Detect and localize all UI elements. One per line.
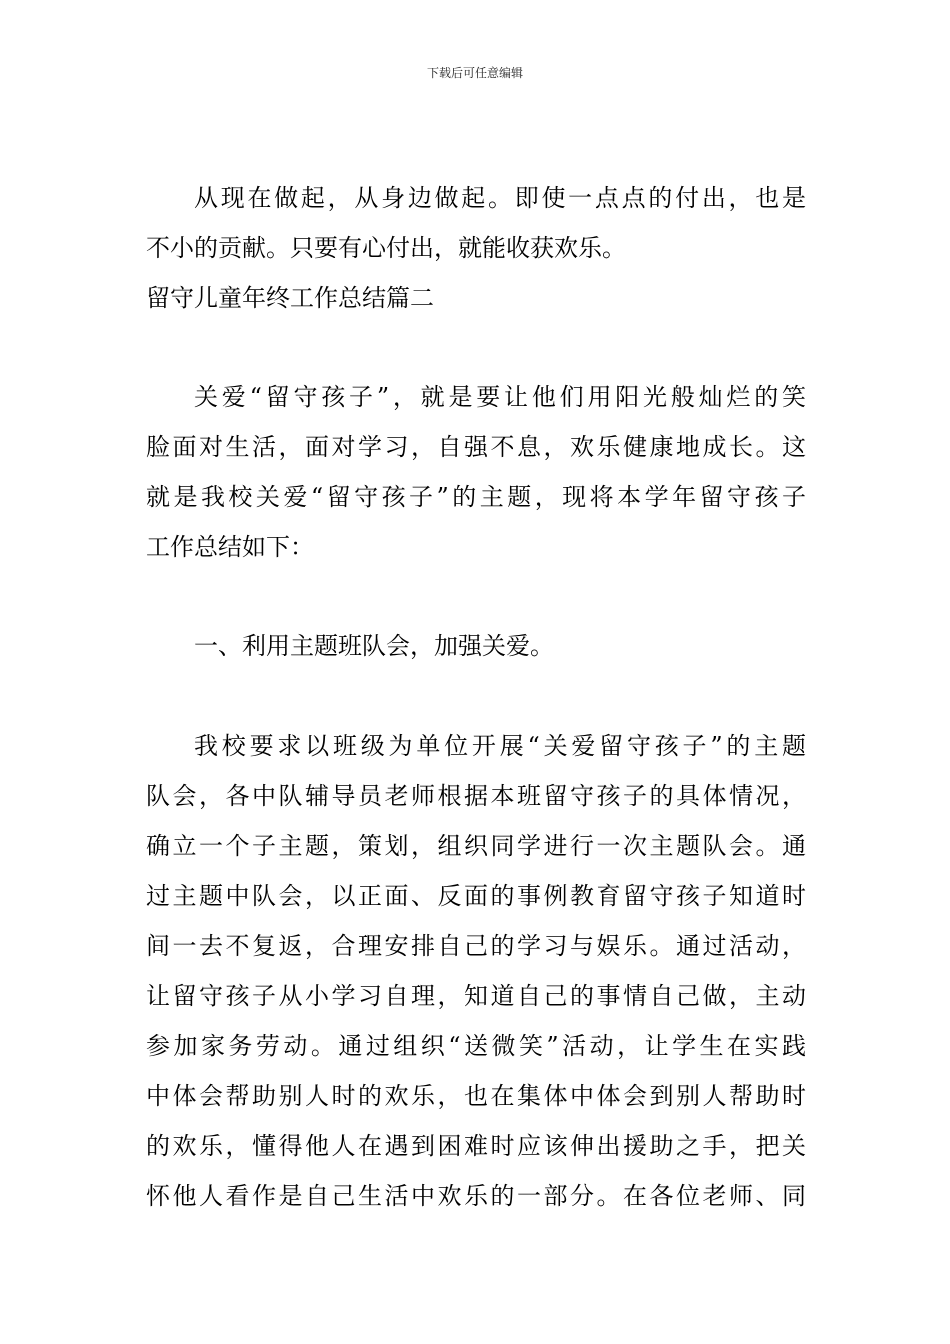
paragraph-line: 参加家务劳动。通过组织“送微笑”活动，让学生在实践 xyxy=(146,1032,806,1060)
paragraph-line: 过主题中队会，以正面、反面的事例教育留守孩子知道时 xyxy=(146,882,806,910)
page-header: 下载后可任意编辑 xyxy=(426,66,523,80)
paragraph-line: 怀他人看作是自己生活中欢乐的一部分。在各位老师、同 xyxy=(146,1182,806,1210)
section-title: 一、利用主题班队会，加强关爱。 xyxy=(194,632,554,660)
paragraph-line: 从现在做起，从身边做起。即使一点点的付出，也是 xyxy=(194,184,806,212)
section-heading: 留守儿童年终工作总结篇二 xyxy=(146,284,434,312)
paragraph-line: 不小的贡献。只要有心付出，就能收获欢乐。 xyxy=(146,234,626,262)
paragraph-line: 工作总结如下： xyxy=(146,533,314,561)
paragraph-line: 间一去不复返，合理安排自己的学习与娱乐。通过活动， xyxy=(146,932,806,960)
paragraph-line: 关爱“留守孩子”，就是要让他们用阳光般灿烂的笑 xyxy=(194,383,806,411)
paragraph-line: 我校要求以班级为单位开展“关爱留守孩子”的主题 xyxy=(194,732,806,760)
paragraph-line: 中体会帮助别人时的欢乐，也在集体中体会到别人帮助时 xyxy=(146,1082,806,1110)
paragraph-line: 脸面对生活，面对学习，自强不息，欢乐健康地成长。这 xyxy=(146,433,806,461)
paragraph-line: 队会，各中队辅导员老师根据本班留守孩子的具体情况， xyxy=(146,782,806,810)
paragraph-line: 就是我校关爱“留守孩子”的主题，现将本学年留守孩子 xyxy=(146,483,806,511)
paragraph-line: 的欢乐，懂得他人在遇到困难时应该伸出援助之手，把关 xyxy=(146,1132,806,1160)
paragraph-line: 让留守孩子从小学习自理，知道自己的事情自己做，主动 xyxy=(146,982,806,1010)
paragraph-line: 确立一个子主题，策划，组织同学进行一次主题队会。通 xyxy=(146,832,806,860)
